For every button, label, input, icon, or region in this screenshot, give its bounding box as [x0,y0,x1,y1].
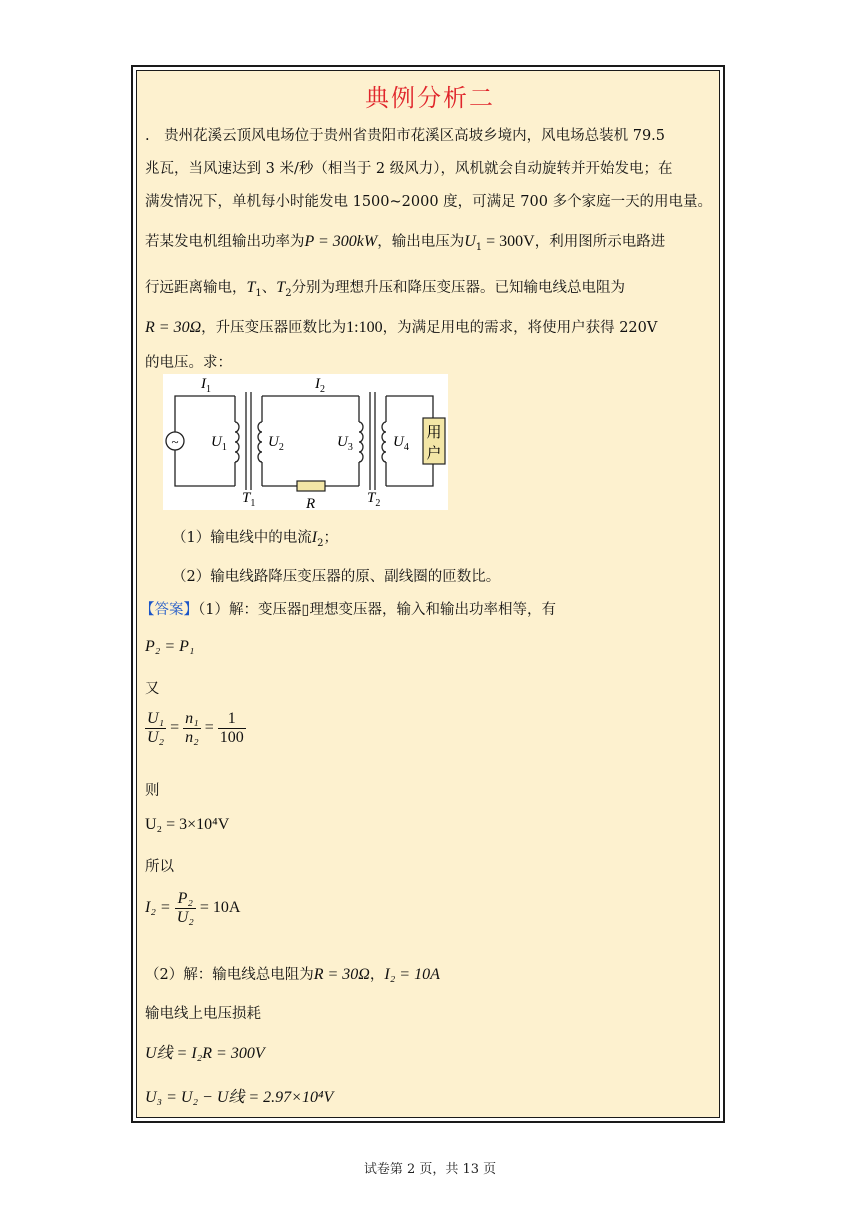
answer-part1 [140,598,556,619]
question-1 [172,526,338,549]
t2-symbol: T [276,279,286,296]
label-u1: $U_1$ [211,434,227,453]
label-r: R [306,496,316,510]
t2-primary-coil [359,422,363,462]
equation-2: $\frac{\text{U₁}}{\text{U₂}}$ = $\frac{\text{n₁}}{\text{n₂}}$ = $\frac{1}{100}$ [147,710,244,746]
label-t1: $T_1$ [242,490,256,509]
part2-r: R = 30Ω [313,966,370,983]
problem-line-6 [145,316,657,337]
frac-num: P₂ [175,890,196,909]
subscript: 2 [285,287,292,299]
frac-den: n₂ [185,729,199,746]
text: 行远距离输电， [145,280,247,296]
equation-6: U₃ = U₂ − U线 = 2.97×10⁴V [145,1089,334,1106]
frac-num: 1 [218,710,246,729]
text: （2）解：输电线总电阻为 [145,967,314,983]
text: ； [323,530,338,546]
subscript: 1 [255,287,262,299]
voltage-symbol: U [464,233,476,250]
subscript: 1 [475,241,483,253]
text: ，为满足用电的需求，将使用户获得 220V [382,320,658,336]
text: （1）解：变压器▯理想变压器，输入和输出功率相等，有 [198,602,556,618]
label-u3: $U_3$ [337,434,353,453]
text: 分别为理想升压和降压变压器。已知输电线总电阻为 [291,280,626,296]
user-label-1: 用 [426,423,442,441]
answer-tag: 【答案】 [140,602,198,618]
problem-line-7: 的电压。求： [145,355,232,371]
circuit-svg [163,374,448,510]
frac-num: n₁ [185,710,199,727]
text: 、 [261,280,277,296]
t1-symbol: T [246,279,256,296]
text-suoyi: 所以 [145,859,174,875]
problem-line-1: . 贵州花溪云顶风电场位于贵州省贵阳市花溪区高坡乡境内，风电场总装机 79.5 [145,128,666,144]
eq4-right: = 10A [199,899,241,917]
problem-line-3: 满发情况下，单机每小时能发电 1500~2000 度，可满足 700 多个家庭一天的用电量。 [145,194,713,210]
label-t2: $T_2$ [367,490,381,509]
page-title: 典例分析二 [365,84,495,112]
resistor-icon [297,481,325,491]
voltage-value: = 300V [482,233,535,250]
resistance-value: R = 30Ω [145,319,202,336]
text-ze: 则 [145,783,160,799]
text: ，输出电压为 [377,234,465,250]
turns-ratio: 1:100 [346,319,383,336]
loss-label: 输电线上电压损耗 [145,1006,261,1022]
subscript: 2 [317,537,324,549]
i2-symbol: I [311,529,318,546]
text: ，升压变压器匝数比为 [201,320,347,336]
problem-line-4 [145,230,665,253]
t1-primary-coil [235,422,239,462]
problem-line-2: 兆瓦，当风速达到 3 米/秒（相当于 2 级风力），风机就会自动旋转并开始发电；在 [145,161,673,177]
frac-den: U₂ [176,909,194,926]
frac-num: U₁ [147,710,165,727]
label-u2: $U_2$ [268,434,284,453]
frac-den: 100 [219,729,244,746]
t2-secondary-coil [382,422,386,462]
text: （1）输电线中的电流 [172,530,312,546]
page-footer: 试卷第 2 页，共 13 页 [363,1162,497,1177]
circuit-diagram [163,374,448,510]
user-label-2: 户 [426,444,442,462]
label-i2: $I_2$ [315,376,325,395]
question-2: （2）输电线路降压变压器的原、副线圈的匝数比。 [172,569,501,585]
equation-3: U₂ = 3×10⁴V [145,816,230,833]
content-panel [136,70,720,1118]
eq4-left: I₂ = [145,899,171,917]
power-value: P = 300kW [304,233,378,250]
text: ，利用图所示电路进 [534,234,666,250]
frac-den: U₂ [147,729,165,746]
label-u4: $U_4$ [393,434,409,453]
equation-1: P₂ = P₁ [145,638,195,655]
equation-4 [145,890,240,927]
svg-text:~: ~ [171,434,179,449]
label-i1: $I_1$ [201,376,211,395]
text: 若某发电机组输出功率为 [145,234,305,250]
text-you: 又 [145,681,160,697]
answer-part2 [145,963,440,984]
t1-secondary-coil [258,422,262,462]
text: ， [369,967,385,983]
part2-i: I₂ = 10A [384,966,440,983]
problem-line-5 [145,276,625,299]
equation-5: U线 = I₂R = 300V [145,1045,265,1062]
